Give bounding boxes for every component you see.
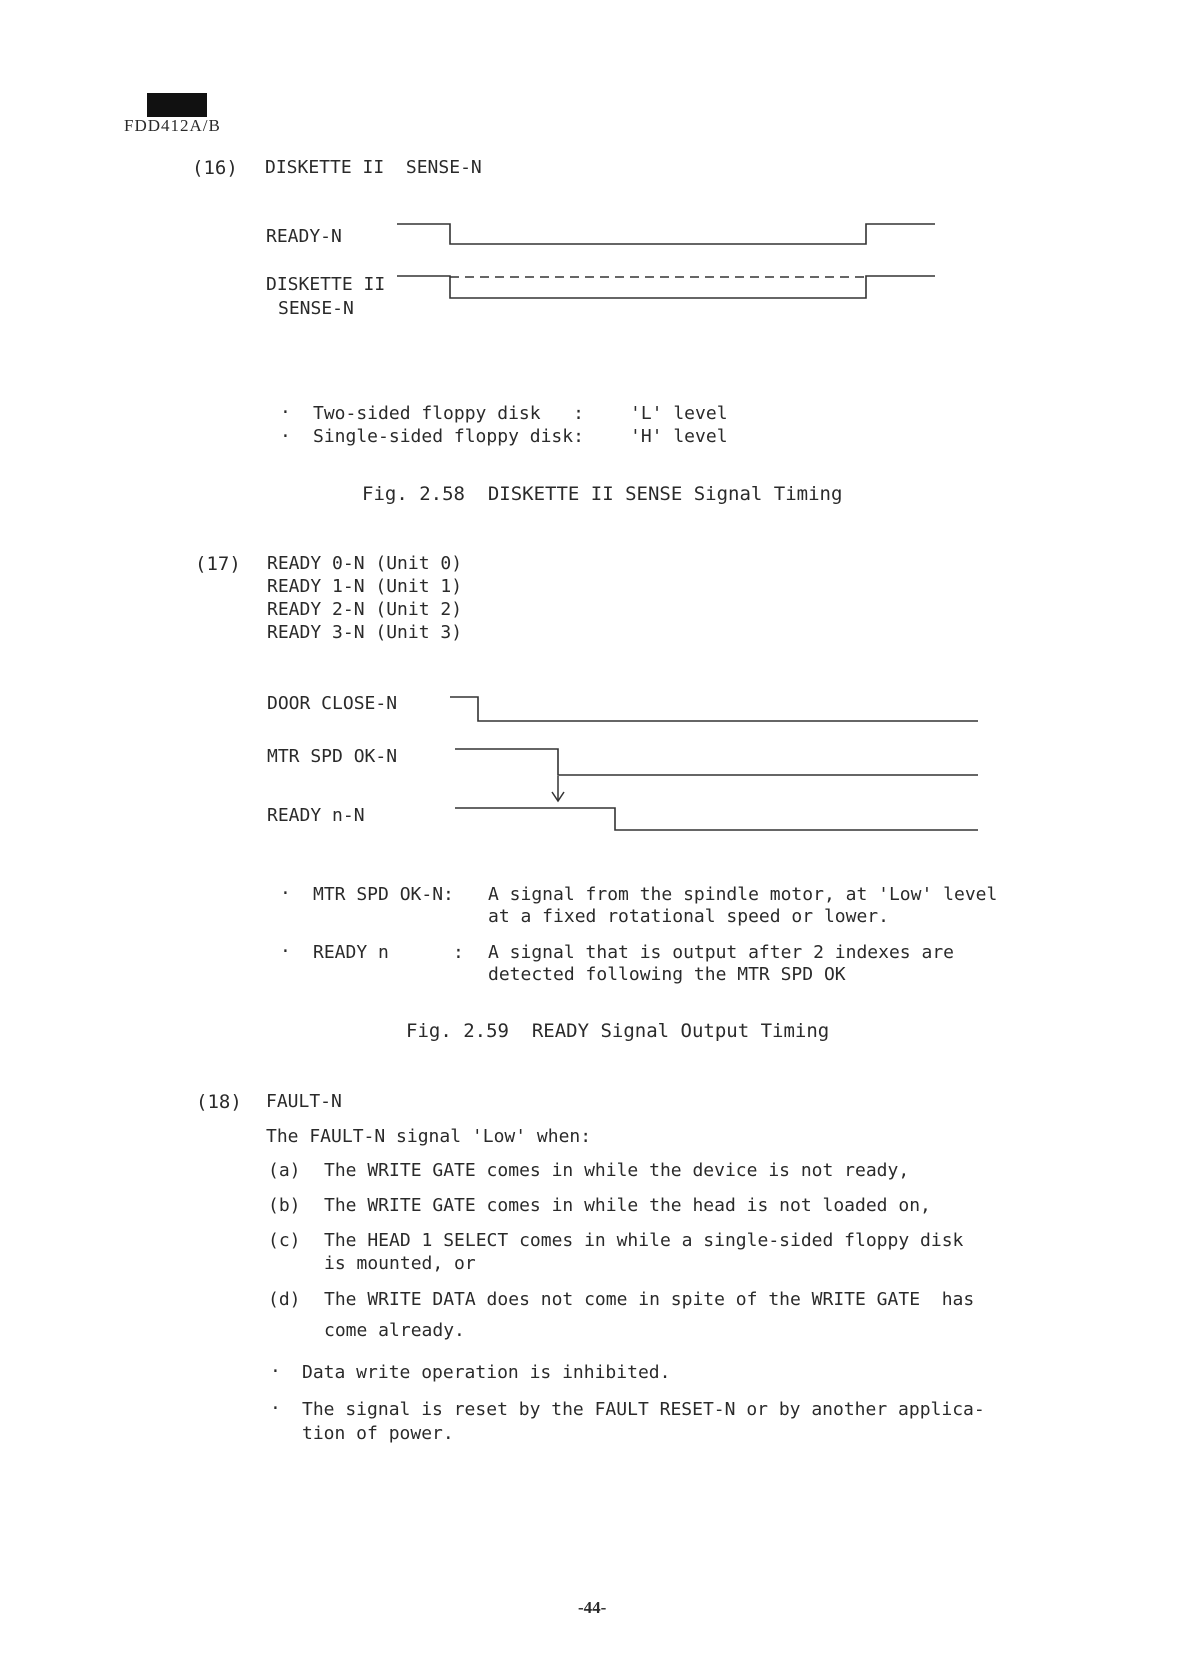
- page-number: -44-: [578, 1598, 607, 1617]
- bullet-dot: ·: [280, 426, 291, 447]
- waveform-sense-n-low: [397, 276, 935, 298]
- signal-label-door-close: DOOR CLOSE-N: [267, 693, 398, 714]
- fault-item-tag: (b): [268, 1195, 301, 1216]
- bullet-ready-text-2: detected following the MTR SPD OK: [488, 964, 846, 985]
- fault-item-text-cont: is mounted, or: [324, 1253, 476, 1274]
- bullet-dot: ·: [280, 402, 291, 423]
- waveform-door-close: [450, 697, 978, 721]
- fault-bullet-reset-1: The signal is reset by the FAULT RESET-N or by another applica-: [302, 1399, 985, 1420]
- signal-label-sense-1: DISKETTE II: [266, 274, 386, 295]
- section-18-title: FAULT-N: [266, 1091, 342, 1112]
- model-header: FDD412A/B: [124, 116, 221, 135]
- fault-item-tag: (c): [268, 1230, 301, 1251]
- signal-label-mtr-spd-ok: MTR SPD OK-N: [267, 746, 398, 767]
- fault-item-tag: (a): [268, 1160, 301, 1181]
- fault-bullet-reset-2: tion of power.: [302, 1423, 454, 1444]
- ready-unit-line: READY 1-N (Unit 1): [267, 576, 463, 597]
- fault-item-tag: (d): [268, 1289, 301, 1310]
- section-18-number: (18): [196, 1091, 242, 1113]
- bullet-ready-label: READY n: [313, 942, 389, 963]
- bullet-dot: ·: [280, 941, 291, 962]
- ready-unit-line: READY 0-N (Unit 0): [267, 553, 463, 574]
- bullet-dot: ·: [280, 883, 291, 904]
- ready-unit-line: READY 2-N (Unit 2): [267, 599, 463, 620]
- signal-label-ready: READY-N: [266, 226, 342, 247]
- bullet-dot: ·: [270, 1398, 281, 1419]
- fault-item-text: The WRITE DATA does not come in spite of the WRITE GATE has: [324, 1289, 975, 1310]
- fault-bullet-inhibit: Data write operation is inhibited.: [302, 1362, 671, 1383]
- figure-caption-2-58: Fig. 2.58 DISKETTE II SENSE Signal Timing: [362, 483, 843, 505]
- bullet-dot: ·: [270, 1361, 281, 1382]
- bullet-mtr-text-2: at a fixed rotational speed or lower.: [488, 906, 889, 927]
- section-16-number: (16): [192, 157, 238, 179]
- waveform-ready-n-n: [455, 808, 978, 830]
- bullet-ready-colon: :: [453, 942, 464, 963]
- waveform-ready-n: [397, 224, 935, 244]
- fault-item-text-cont: come already.: [324, 1320, 465, 1341]
- section-17-number: (17): [195, 553, 241, 575]
- fault-item-text: The WRITE GATE comes in while the head is not loaded on,: [324, 1195, 931, 1216]
- fault-item-text: The WRITE GATE comes in while the device is not ready,: [324, 1160, 910, 1181]
- bullet-mtr-text-1: A signal from the spindle motor, at 'Low' level: [488, 884, 998, 905]
- fault-intro: The FAULT-N signal 'Low' when:: [266, 1126, 592, 1147]
- bullet-single-sided-value: 'H' level: [630, 426, 728, 447]
- bullet-mtr-label: MTR SPD OK-N:: [313, 884, 454, 905]
- figure-caption-2-59: Fig. 2.59 READY Signal Output Timing: [406, 1020, 830, 1042]
- section-16-title: DISKETTE II SENSE-N: [265, 157, 482, 178]
- bullet-single-sided-label: Single-sided floppy disk:: [313, 426, 584, 447]
- ready-unit-line: READY 3-N (Unit 3): [267, 622, 463, 643]
- bullet-ready-text-1: A signal that is output after 2 indexes are: [488, 942, 954, 963]
- bullet-two-sided-label: Two-sided floppy disk :: [313, 403, 584, 424]
- signal-label-sense-2: SENSE-N: [278, 298, 354, 319]
- fault-item-text: The HEAD 1 SELECT comes in while a single-sided floppy disk: [324, 1230, 964, 1251]
- waveform-mtr-spd-ok: [455, 749, 978, 775]
- signal-label-ready-n: READY n-N: [267, 805, 365, 826]
- bullet-two-sided-value: 'L' level: [630, 403, 728, 424]
